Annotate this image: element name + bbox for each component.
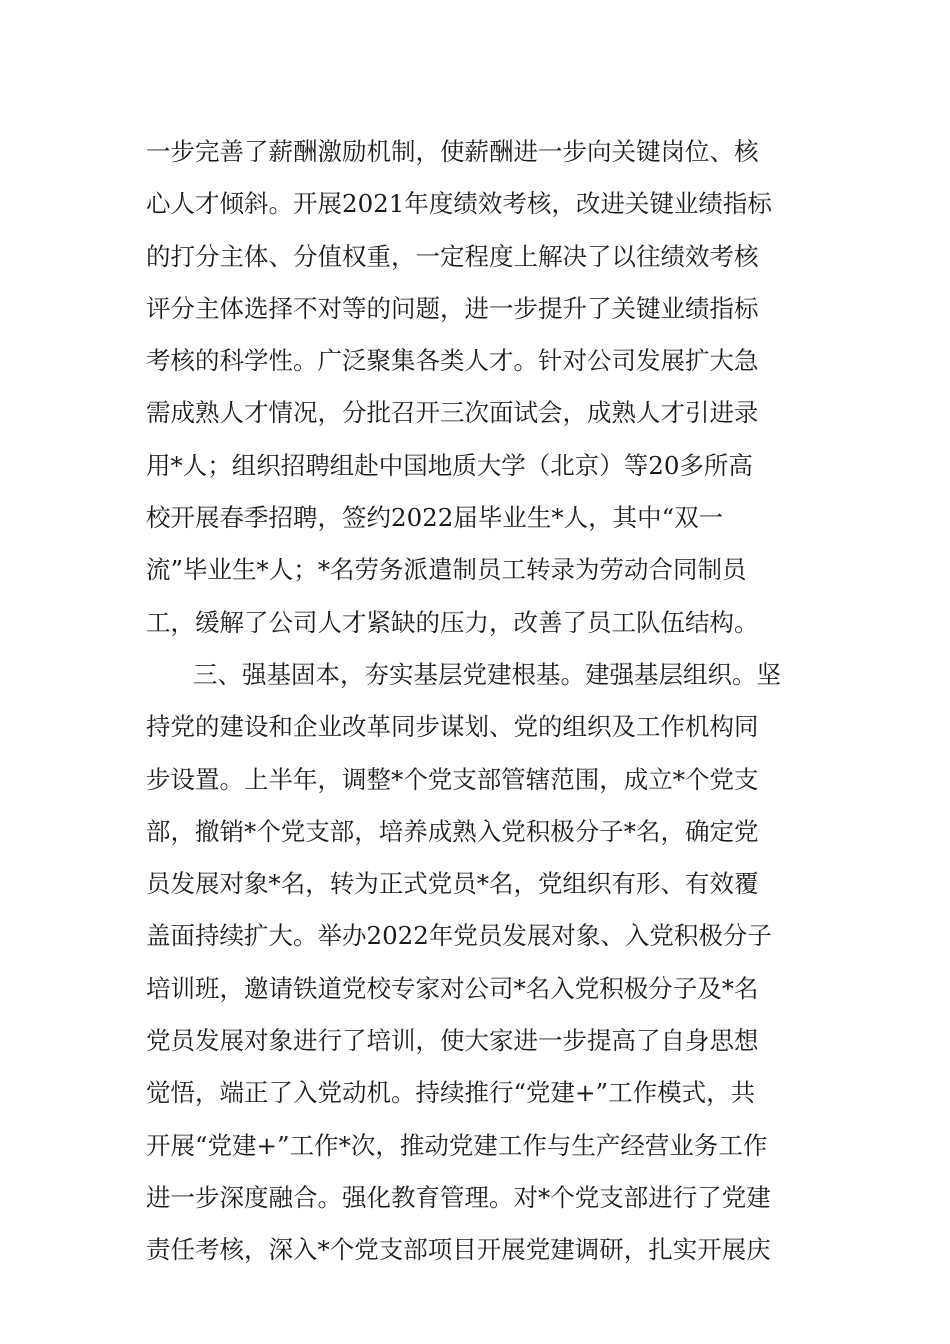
text-line: 步设置。上半年，调整*个党支部管辖范围，成立*个党支: [146, 764, 759, 794]
section-heading-line: 三、强基固本，夯实基层党建根基。建强基层组织。坚: [193, 659, 781, 689]
text-line: 员发展对象*名，转为正式党员*名，党组织有形、有效覆: [146, 869, 759, 899]
text-line: 用*人；组织招聘组赴中国地质大学（北京）等20多所高: [146, 450, 753, 480]
body-text: [146, 126, 816, 1277]
text-line: 责任考核，深入*个党支部项目开展党建调研，扎实开展庆: [146, 1235, 771, 1265]
text-line: 心人才倾斜。开展2021年度绩效考核，改进关键业绩指标: [146, 189, 772, 219]
text-line: 持党的建设和企业改革同步谋划、党的组织及工作机构同: [146, 712, 759, 742]
text-line: 的打分主体、分值权重，一定程度上解决了以往绩效考核: [146, 241, 759, 271]
text-line: 觉悟，端正了入党动机。持续推行“党建+”工作模式，共: [146, 1078, 756, 1108]
text-line: 进一步深度融合。强化教育管理。对*个党支部进行了党建: [146, 1182, 771, 1212]
text-line: 党员发展对象进行了培训，使大家进一步提高了自身思想: [146, 1026, 759, 1056]
text-line: 工，缓解了公司人才紧缺的压力，改善了员工队伍结构。: [146, 607, 759, 637]
text-line: 培训班，邀请铁道党校专家对公司*名入党积极分子及*名: [146, 973, 759, 1003]
text-line: 考核的科学性。广泛聚集各类人才。针对公司发展扩大急: [146, 346, 759, 376]
text-line: 评分主体选择不对等的问题，进一步提升了关键业绩指标: [146, 293, 759, 323]
text-line: 一步完善了薪酬激励机制，使薪酬进一步向关键岗位、核: [146, 137, 759, 166]
text-line: 校开展春季招聘，签约2022届毕业生*人，其中“双一: [146, 503, 724, 533]
text-line: 盖面持续扩大。举办2022年党员发展对象、入党积极分子: [146, 921, 772, 951]
text-line: 开展“党建+”工作*次，推动党建工作与生产经营业务工作: [146, 1130, 768, 1160]
text-line: 部，撤销*个党支部，培养成熟入党积极分子*名，确定党: [146, 816, 759, 846]
text-line: 需成熟人才情况，分批召开三次面试会，成熟人才引进录: [146, 398, 759, 428]
text-line: 流”毕业生*人；*名劳务派遣制员工转录为劳动合同制员: [146, 555, 747, 585]
